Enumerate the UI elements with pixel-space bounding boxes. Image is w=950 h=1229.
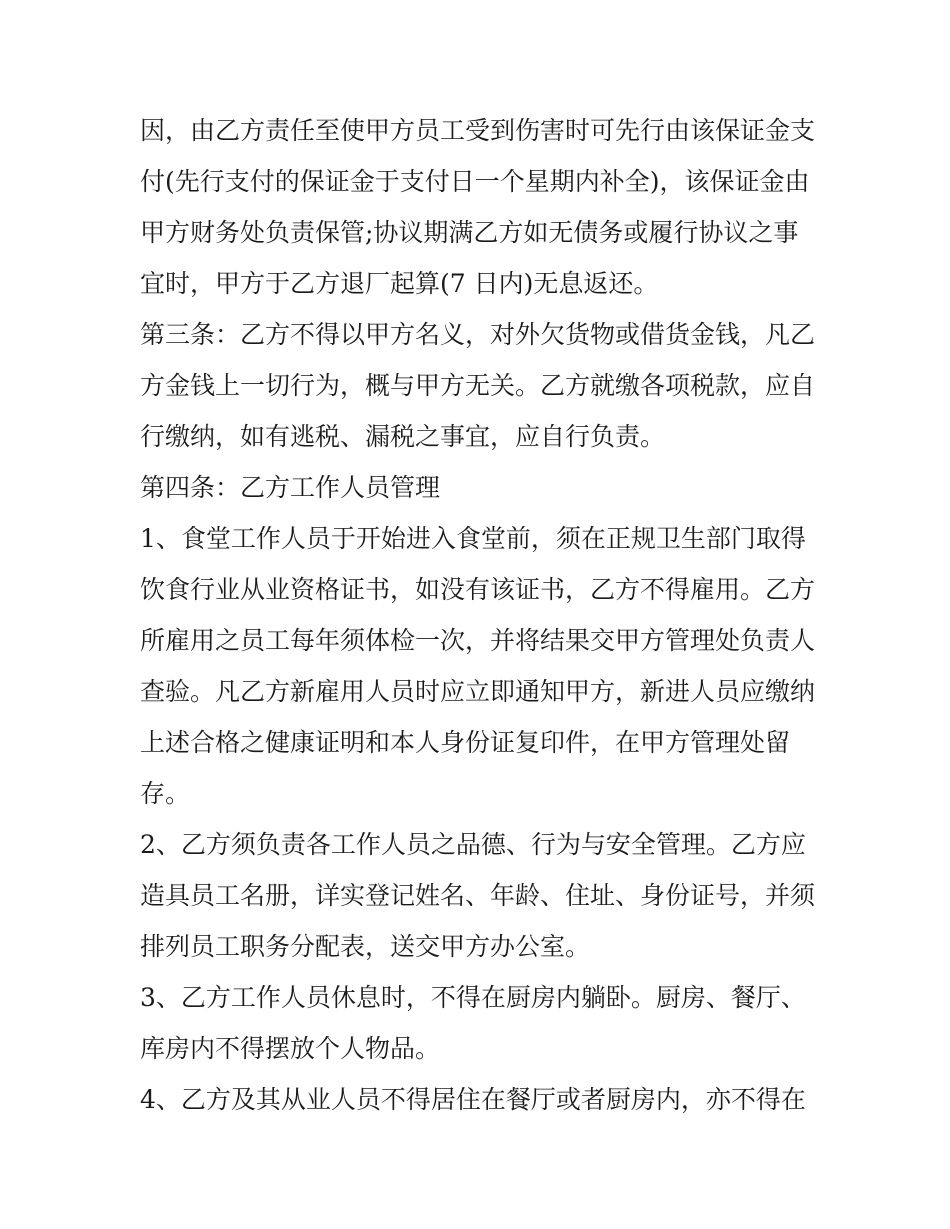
document-body: [140, 105, 830, 1125]
list-item-4: 4、乙方及其从业人员不得居住在餐厅或者厨房内，亦不得在: [140, 1085, 806, 1114]
text-line: 付(先行支付的保证金于支付日一个星期内补全)，该保证金由: [140, 167, 810, 196]
text-line: 甲方财务处负责保管;协议期满乙方如无债务或履行协议之事: [140, 218, 799, 247]
list-item-1: 1、食堂工作人员于开始进入食堂前，须在正规卫生部门取得: [140, 524, 806, 553]
text-line: 排列员工职务分配表，送交甲方办公室。: [140, 932, 591, 961]
text-line: 上述合格之健康证明和本人身份证复印件，在甲方管理处留: [140, 728, 791, 757]
text-line: 造具员工名册，详实登记姓名、年龄、住址、身份证号，并须: [140, 881, 816, 910]
text-line: 存。: [140, 779, 191, 808]
text-line: 库房内不得摆放个人物品。: [140, 1034, 441, 1063]
text-line: 饮食行业从业资格证书，如没有该证书，乙方不得雇用。乙方: [140, 575, 816, 604]
clause-four-heading: 第四条：乙方工作人员管理: [140, 473, 441, 502]
list-item-3: 3、乙方工作人员休息时，不得在厨房内躺卧。厨房、餐厅、: [140, 983, 806, 1012]
text-line: 因，由乙方责任至使甲方员工受到伤害时可先行由该保证金支: [140, 116, 816, 145]
clause-three-heading: 第三条：乙方不得以甲方名义，对外欠货物或借货金钱，凡乙: [140, 320, 816, 349]
text-line: 行缴纳，如有逃税、漏税之事宜，应自行负责。: [140, 422, 666, 451]
text-line: 方金钱上一切行为，概与甲方无关。乙方就缴各项税款，应自: [140, 371, 816, 400]
text-line: 查验。凡乙方新雇用人员时应立即通知甲方，新进人员应缴纳: [140, 677, 816, 706]
list-item-2: 2、乙方须负责各工作人员之品德、行为与安全管理。乙方应: [140, 830, 806, 859]
text-line: 宜时，甲方于乙方退厂起算(7 日内)无息返还。: [140, 269, 659, 298]
text-line: 所雇用之员工每年须体检一次，并将结果交甲方管理处负责人: [140, 626, 816, 655]
